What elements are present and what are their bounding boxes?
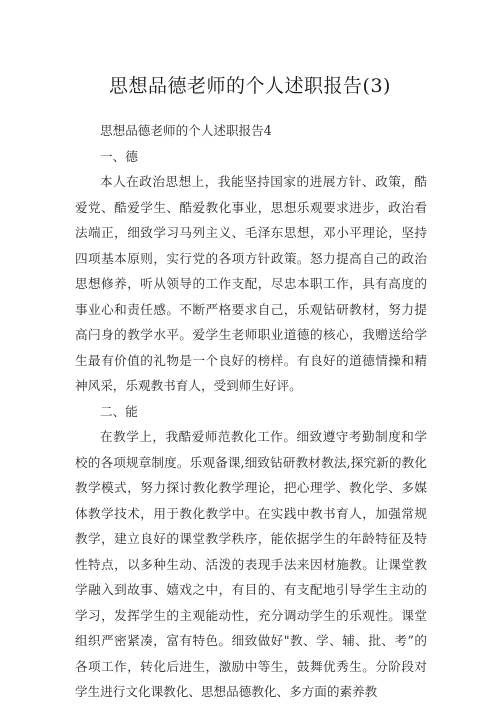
paragraph-ability: 在教学上，我酷爱师范教化工作。细致遵守考勤制度和学校的各项规章制度。乐观备课,细致钻研教材教法,探究新的教化教学模式，努力探讨教化教学理论，把心理学、教化学、多媒体教学技术，用于教化教学中。在实践中教书育人，加强常规教学，建立良好的课堂教学秩序，能依据学生的年龄特征及特性特点，以多种生动、活泼的表现手法来因材施教。让课堂教学融入到故事、嬉戏之中，有目的、有支配地引导学生主动的学习，发挥学生的主观能动性，充分调动学生的乐观性。课堂组织严密紧凑，富有特色。细致做好"教、学、辅、批、考”的各项工作，转化后进生，激励中等生，鼓舞优秀生。分阶段对学生进行文化课教化、思想品德教化、多方面的素养教 — [75, 429, 427, 699]
section-heading-virtue: 一、德 — [100, 148, 138, 164]
report-subtitle: 思想品德老师的个人述职报告4 — [100, 123, 272, 138]
section-heading-ability: 二、能 — [100, 403, 138, 419]
paragraph-virtue: 本人在政治思想上，我能坚持国家的进展方针、政策，酷爱党、酷爱学生、酷爱教化事业，思想乐观要求进步，政治看法端正，细致学习马列主义、毛泽东思想，邓小平理论，坚持四项基本原则，实行党的各项方针政策。怒力提高自己的政治思想修养，听从领导的工作支配，尽忠本职工作，具有高度的事业心和责任感。不断严格要求自己，乐观钻研教材，努力提高闩身的教学水平。爱学生老师职业道德的核心，我赠送给学生最有价值的礼物是一个良好的榜样。有良好的道德情操和精神风采，乐观教书育人，受到师生好评。 — [75, 174, 427, 393]
document-body — [75, 118, 427, 705]
document-title: 思想品德老师的个人述职报告(3) — [109, 75, 391, 97]
